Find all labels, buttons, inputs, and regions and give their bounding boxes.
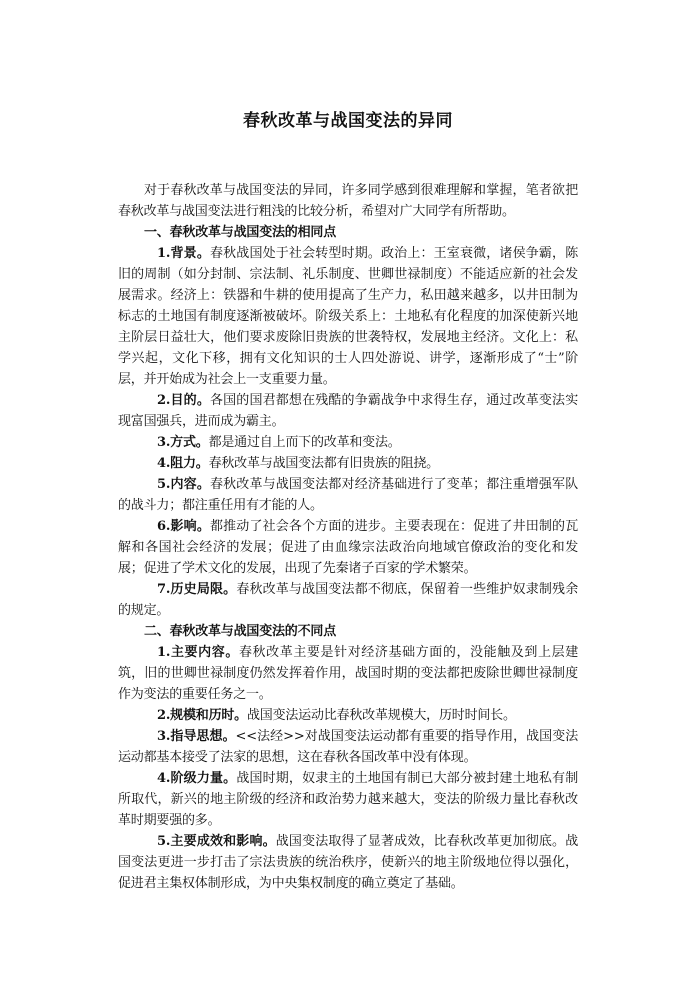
item-text: 春秋战国处于社会转型时期。政治上：王室衰微，诸侯争霸，陈旧的周制（如分封制、宗法制、礼乐制度、世卿世禄制度）不能适应新的社会发展需求。经济上：铁器和牛耕的使用提高了生产力，私田越来越多，以井田制为标志的土地国有制度逐渐被破坏。阶级关系上：土地私有化程度的加深使新兴地主阶层日益壮大，他们要求废除旧贵族的世袭特权，发展地主经济。文化上：私学兴起，文化下移，拥有文化知识的士人四处游说、讲学，逐渐形成了“士”阶层，并开始成为社会上一支重要力量。 (118, 246, 578, 387)
paragraph-main-content (118, 642, 578, 705)
paragraph-background (118, 243, 578, 390)
item-text: 战国时期，奴隶主的土地国有制已大部分被封建土地私有制所取代，新兴的地主阶级的经济和政治势力越来越大，变法的阶级力量比春秋改革时期要强的多。 (118, 771, 578, 828)
document-title: 春秋改革与战国变法的异同 (243, 111, 453, 131)
item-label: 4.阶级力量。 (157, 771, 237, 786)
paragraph-method (118, 432, 578, 453)
paragraph-impact (118, 516, 578, 579)
paragraph-results-impact (118, 831, 578, 894)
item-label: 5.主要成效和影响。 (157, 834, 276, 849)
item-label: 5.内容。 (157, 477, 210, 492)
item-label: 7.历史局限。 (157, 582, 237, 597)
paragraph-class-power (118, 768, 578, 831)
item-text: 都是通过自上而下的改革和变法。 (208, 435, 401, 450)
item-text: 春秋改革与战国变法都有旧贵族的阻挠。 (208, 456, 439, 471)
paragraph-guiding-thought (118, 726, 578, 768)
item-text: <<法经>>对战国变法运动都有重要的指导作用，战国变法运动都基本接受了法家的思想，这在春秋各国改革中没有体现。 (118, 729, 579, 765)
paragraph-scale-duration (118, 705, 578, 726)
intro-paragraph: 对于春秋改革与战国变法的异同，许多同学感到很难理解和掌握，笔者欲把春秋改革与战国变法进行粗浅的比较分析，希望对广大同学有所帮助。 (118, 183, 578, 219)
item-label: 1.主要内容。 (157, 645, 239, 660)
item-label: 3.指导思想。 (157, 729, 236, 744)
item-label: 3.方式。 (157, 435, 209, 450)
item-text: 战国变法取得了显著成效，比春秋改革更加彻底。战国变法更进一步打击了宗法贵族的统治秩序，使新兴的地主阶级地位得以强化，促进君主集权体制形成，为中央集权制度的确立奠定了基础。 (118, 834, 578, 891)
section-heading-differences: 二、春秋改革与战国变法的不同点 (144, 624, 337, 639)
item-text: 战国变法运动比春秋改革规模大，历时时间长。 (246, 708, 516, 723)
paragraph-resistance (118, 453, 578, 474)
item-text: 都推动了社会各个方面的进步。主要表现在：促进了井田制的瓦解和各国社会经济的发展；促进了由血缘宗法政治向地域官僚政治的变化和发展；促进了学术文化的发展，出现了先秦诸子百家的学术繁荣。 (118, 519, 578, 576)
paragraph-limitations (118, 579, 578, 621)
section-heading-similarities: 一、春秋改革与战国变法的相同点 (144, 225, 337, 240)
item-label: 6.影响。 (157, 519, 210, 534)
paragraph-content (118, 474, 578, 516)
document-body (118, 180, 578, 894)
item-label: 2.规模和历时。 (157, 708, 247, 723)
item-text: 春秋改革与战国变法都不彻底，保留着一些维护奴隶制残余的规定。 (118, 582, 578, 618)
item-text: 春秋改革主要是针对经济基础方面的，没能触及到上层建筑，旧的世卿世禄制度仍然发挥着作用，战国时期的变法都把废除世卿世禄制度作为变法的重要任务之一。 (118, 645, 578, 702)
item-text: 各国的国君都想在残酷的争霸战争中求得生存，通过改革变法实现富国强兵，进而成为霸主。 (118, 393, 578, 429)
item-text: 春秋改革与战国变法都对经济基础进行了变革；都注重增强军队的战斗力；都注重任用有才能的人。 (118, 477, 578, 513)
item-label: 4.阻力。 (157, 456, 209, 471)
item-label: 2.目的。 (157, 393, 210, 408)
paragraph-purpose (118, 390, 578, 432)
item-label: 1.背景。 (157, 246, 210, 261)
